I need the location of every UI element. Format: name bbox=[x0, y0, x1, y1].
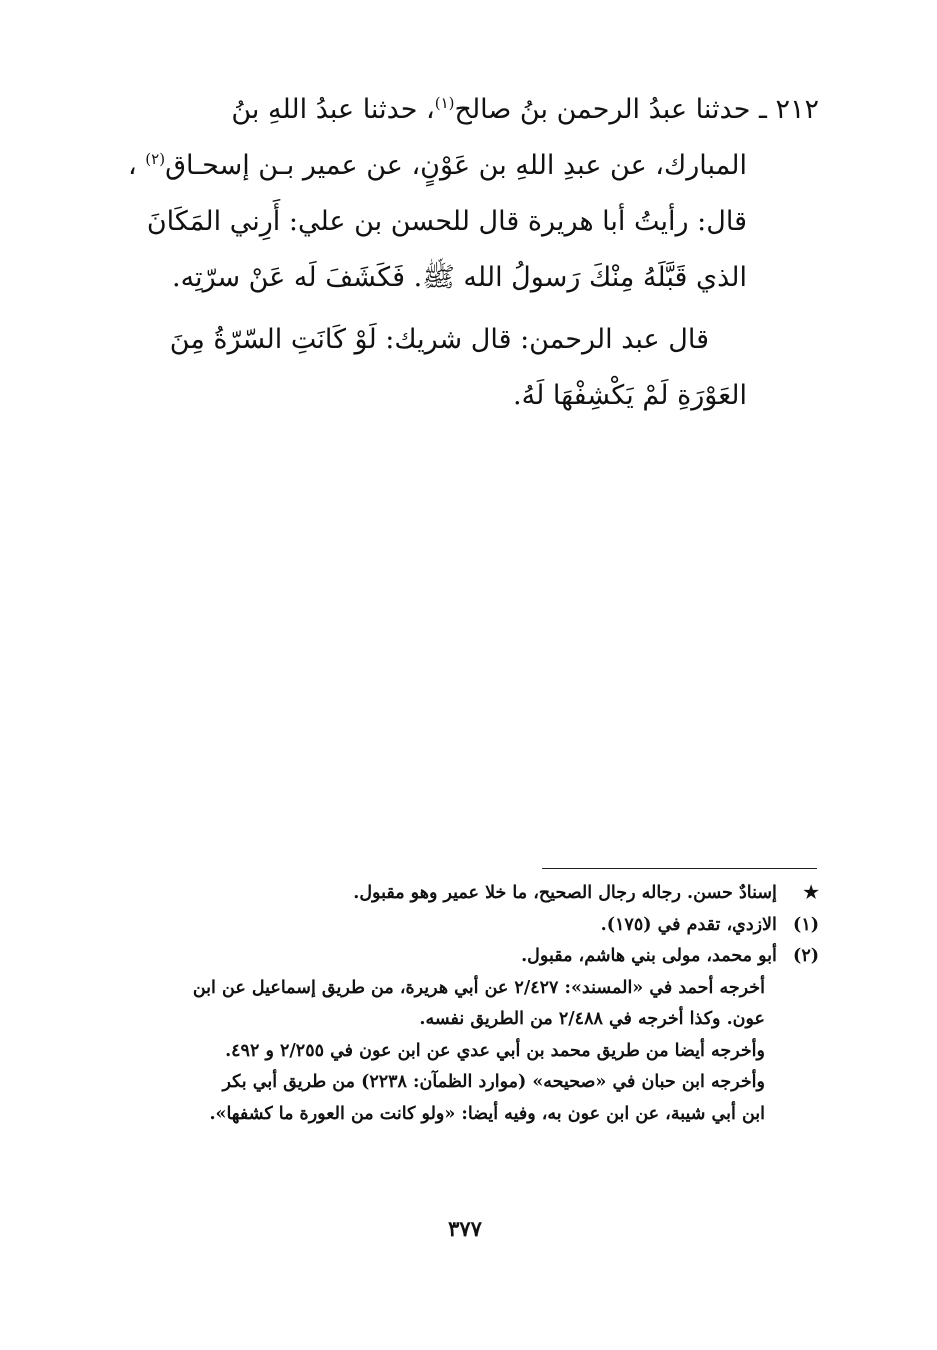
footnote-1-text: الازدي، تقدم في (١٧٥). bbox=[600, 914, 777, 935]
footnote-1-mark: (١) bbox=[793, 914, 819, 935]
footnote-2-line-5: وأخرجه ابن حبان في «صحيحه» (موارد الظمآن: ٢٢٣٨) من طريق أبي بكر bbox=[222, 1072, 765, 1092]
footnote-separator bbox=[542, 868, 817, 869]
hadith-paragraph-2-continued bbox=[114, 368, 819, 424]
hadith-para2-line-2: العَوْرَةِ لَمْ يَكْشِفْهَا لَهُ. bbox=[513, 380, 747, 411]
footnotes bbox=[109, 878, 819, 1130]
footnote-2-line-2: أخرجه أحمد في «المسند»: ٢/٤٢٧ عن أبي هريرة، من طريق إسماعيل عن ابن bbox=[192, 977, 765, 998]
footnote-2 bbox=[109, 941, 819, 973]
star-mark: ★ bbox=[803, 883, 819, 903]
page-number: ٣٧٧ bbox=[448, 1216, 482, 1241]
footnote-2-line-4: وأخرجه أيضا من طريق محمد بن أبي عدي عن ابن عون في ٢/٢٥٥ و ٤٩٢. bbox=[225, 1040, 765, 1061]
hadith-line-1-text-b: ، حدثنا عبدُ اللهِ بنُ bbox=[231, 94, 435, 125]
hadith-paragraph-1 bbox=[114, 82, 819, 306]
footnote-2-mark: (٢) bbox=[793, 946, 819, 966]
footnote-2-line-6: ابن أبي شيبة، عن ابن عون به، وفيه أيضا: «ولو كانت من العورة ما كشفها». bbox=[209, 1103, 765, 1124]
hadith-text bbox=[114, 82, 819, 424]
hadith-line-3: قال: رأيتُ أبا هريرة قال للحسن بن علي: أَرِني المَكَانَ bbox=[146, 206, 747, 237]
hadith-line-2 bbox=[114, 138, 819, 194]
footnote-ref-2[interactable]: (٢) bbox=[145, 150, 166, 168]
hadith-line-2-text-b: ، bbox=[127, 150, 137, 181]
hadith-line-4: الذي قَبَّلَهُ مِنْكَ رَسولُ الله ﷺ. فَكَشَفَ لَه عَنْ سرّتِه. bbox=[172, 262, 747, 293]
footnote-ref-1[interactable]: (١) bbox=[434, 94, 455, 112]
hadith-line-1 bbox=[231, 94, 819, 125]
footnote-2-line-3: عون. وكذا أخرجه في ٢/٤٨٨ من الطريق نفسه. bbox=[419, 1009, 765, 1029]
footnote-2-text: أبو محمد، مولى بني هاشم، مقبول. bbox=[521, 946, 777, 966]
star-footnote-text: إسنادٌ حسن. رجاله رجال الصحيح، ما خلا عمير وهو مقبول. bbox=[353, 883, 777, 903]
hadith-line-2-text: المبارك، عن عبدِ اللهِ بن عَوْنٍ، عن عمير بـن إسحـاق bbox=[165, 150, 747, 181]
footnote-star bbox=[109, 878, 819, 910]
hadith-para2-line-1: قال عبد الرحمن: قال شريك: لَوْ كَانَتِ السّرّةُ مِنَ bbox=[169, 324, 709, 355]
hadith-paragraph-2 bbox=[114, 312, 819, 368]
hadith-line-1-text: ـ حدثنا عبدُ الرحمن بنُ صالح bbox=[454, 94, 767, 125]
footnote-1 bbox=[109, 910, 819, 942]
hadith-number: ٢١٢ bbox=[775, 94, 819, 125]
